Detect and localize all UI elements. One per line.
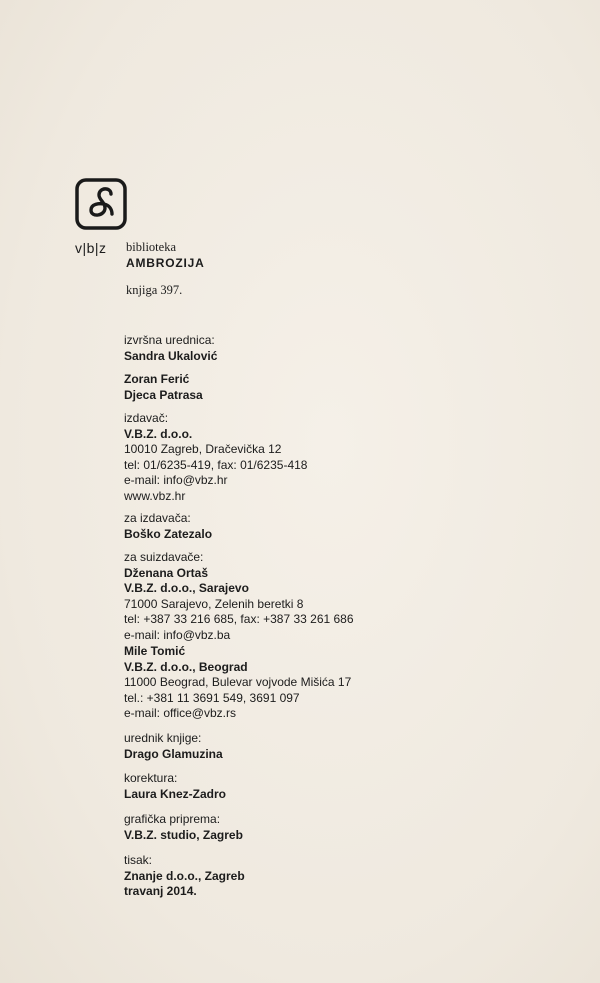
publisher-email: e-mail: info@vbz.hr: [124, 473, 228, 487]
print-block: [124, 853, 245, 900]
publisher-mark: v|b|z: [75, 240, 107, 256]
publisher-web: www.vbz.hr: [124, 488, 186, 503]
publisher-info-block: [124, 411, 307, 504]
book-editor-label: urednik knjige:: [124, 731, 202, 745]
executive-editor-name: Sandra Ukalović: [124, 348, 218, 363]
publisher-label: izdavač:: [124, 411, 169, 425]
prepress-label: grafička priprema:: [124, 812, 221, 826]
ampersand-logo-icon: [75, 178, 127, 230]
sarajevo-person: Dženana Ortaš: [124, 565, 209, 580]
proofreading-block: [124, 771, 226, 802]
book-editor-block: [124, 731, 223, 762]
prepress-block: [124, 812, 243, 843]
publisher-address: 10010 Zagreb, Dračevička 12: [124, 442, 282, 456]
proofreading-label: korektura:: [124, 771, 178, 785]
for-publisher-name: Boško Zatezalo: [124, 526, 213, 541]
belgrade-person: Mile Tomić: [124, 644, 186, 658]
sarajevo-email: e-mail: info@vbz.ba: [124, 627, 231, 642]
belgrade-phone: tel.: +381 11 3691 549, 3691 097: [124, 690, 300, 705]
publisher-phone: tel: 01/6235-419, fax: 01/6235-418: [124, 457, 308, 472]
sarajevo-company: V.B.Z. d.o.o., Sarajevo: [124, 581, 249, 595]
book-number: knjiga 397.: [126, 283, 183, 297]
print-name: Znanje d.o.o., Zagreb: [124, 868, 245, 883]
sarajevo-address: 71000 Sarajevo, Zelenih beretki 8: [124, 596, 304, 611]
book-title: Djeca Patrasa: [124, 387, 203, 402]
book-title-block: [124, 372, 203, 403]
copublisher-label: za suizdavače:: [124, 550, 204, 564]
prepress-name: V.B.Z. studio, Zagreb: [124, 827, 243, 842]
sarajevo-phone: tel: +387 33 216 685, fax: +387 33 261 686: [124, 612, 354, 626]
proofreading-name: Laura Knez-Zadro: [124, 786, 227, 801]
copublisher-sarajevo-block: [124, 550, 354, 643]
belgrade-email: e-mail: office@vbz.rs: [124, 706, 236, 720]
series-label: biblioteka: [126, 240, 176, 254]
book-editor-name: Drago Glamuzina: [124, 746, 223, 761]
copublisher-belgrade-block: [124, 644, 351, 722]
series-block: [126, 240, 205, 270]
publisher-name: V.B.Z. d.o.o.: [124, 426, 193, 441]
belgrade-company: V.B.Z. d.o.o., Beograd: [124, 659, 248, 674]
series-name: AMBROZIJA: [126, 256, 205, 270]
belgrade-address: 11000 Beograd, Bulevar vojvode Mišića 17: [124, 675, 352, 689]
for-publisher-label: za izdavača:: [124, 511, 191, 525]
print-label: tisak:: [124, 853, 153, 867]
executive-editor-block: [124, 333, 217, 364]
executive-editor-label: izvršna urednica:: [124, 333, 215, 347]
book-author: Zoran Ferić: [124, 372, 190, 386]
for-publisher-block: [124, 511, 212, 542]
print-date: travanj 2014.: [124, 884, 197, 898]
